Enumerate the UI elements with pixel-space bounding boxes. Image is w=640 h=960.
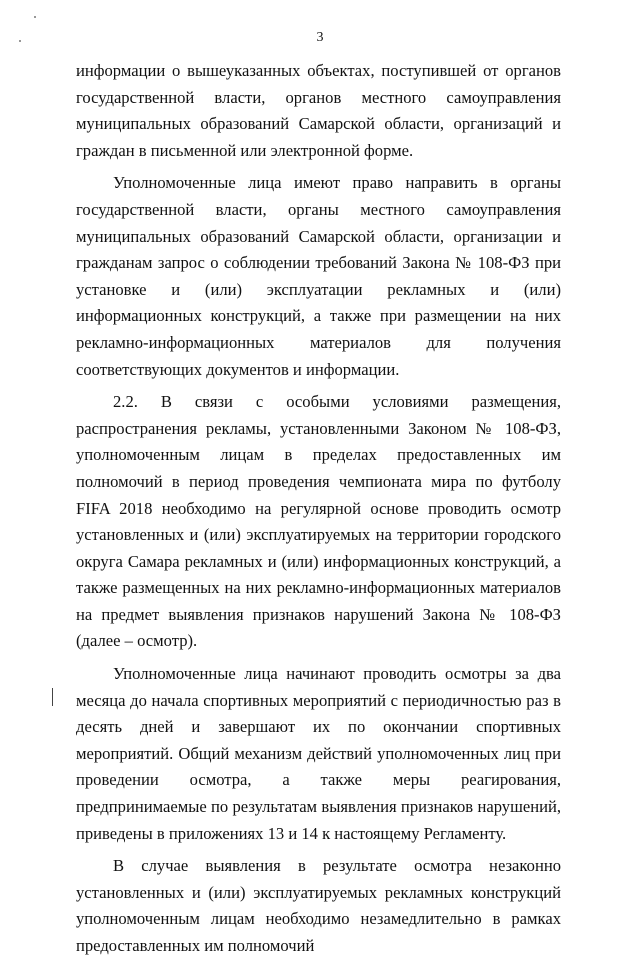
paragraph-continuation: информации о вышеуказанных объектах, поступившей от органов государственной власти, органов местного самоуправления муниципальных образований Самарской области, организаций и граждан в письменной или электронной форме. <box>76 61 561 160</box>
document-body <box>76 58 561 960</box>
paragraph-inspection-schedule: Уполномоченные лица начинают проводить осмотры за два месяца до начала спортивных мероприятий с периодичностью раз в десять дней и завершают их по окончании спортивных мероприятий. Общий механизм действий уполномоченных лиц при проведении осмотра, а также меры реагирования, предпринимаемые по результатам выявления признаков нарушений, приведены в приложениях 13 и 14 к настоящему Регламенту. <box>76 664 561 843</box>
paragraph-violation-case: В случае выявления в результате осмотра незаконно установленных и (или) эксплуатируемых рекламных конструкций уполномоченным лицам необходимо незамедлительно в рамках предоставленных им полномочий <box>76 856 561 955</box>
margin-mark <box>52 688 53 706</box>
scan-speck <box>34 16 36 18</box>
paragraph-section-2-2: 2.2. В связи с особыми условиями размещения, распространения рекламы, установленными Законом № 108-ФЗ, уполномоченным лицам в пределах предоставленных им полномочий в период проведения чемпионата мира по футболу FIFA 2018 необходимо на регулярной основе проводить осмотр установленных и (или) эксплуатируемых на территории городского округа Самара рекламных и (или) информационных конструкций, а также размещенных на них рекламно-информационных материалов на предмет выявления признаков нарушений Закона № 108-ФЗ (далее – осмотр). <box>76 392 561 651</box>
paragraph-request-right: Уполномоченные лица имеют право направить в органы государственной власти, органы местного самоуправления муниципальных образований Самарской области, организации и гражданам запрос о соблюдении требований Закона № 108-ФЗ при установке и (или) эксплуатации рекламных и (или) информационных конструкций, а также при размещении на них рекламно-информационных материалов для получения соответствующих документов и информации. <box>76 173 561 379</box>
page-number: 3 <box>316 30 324 45</box>
